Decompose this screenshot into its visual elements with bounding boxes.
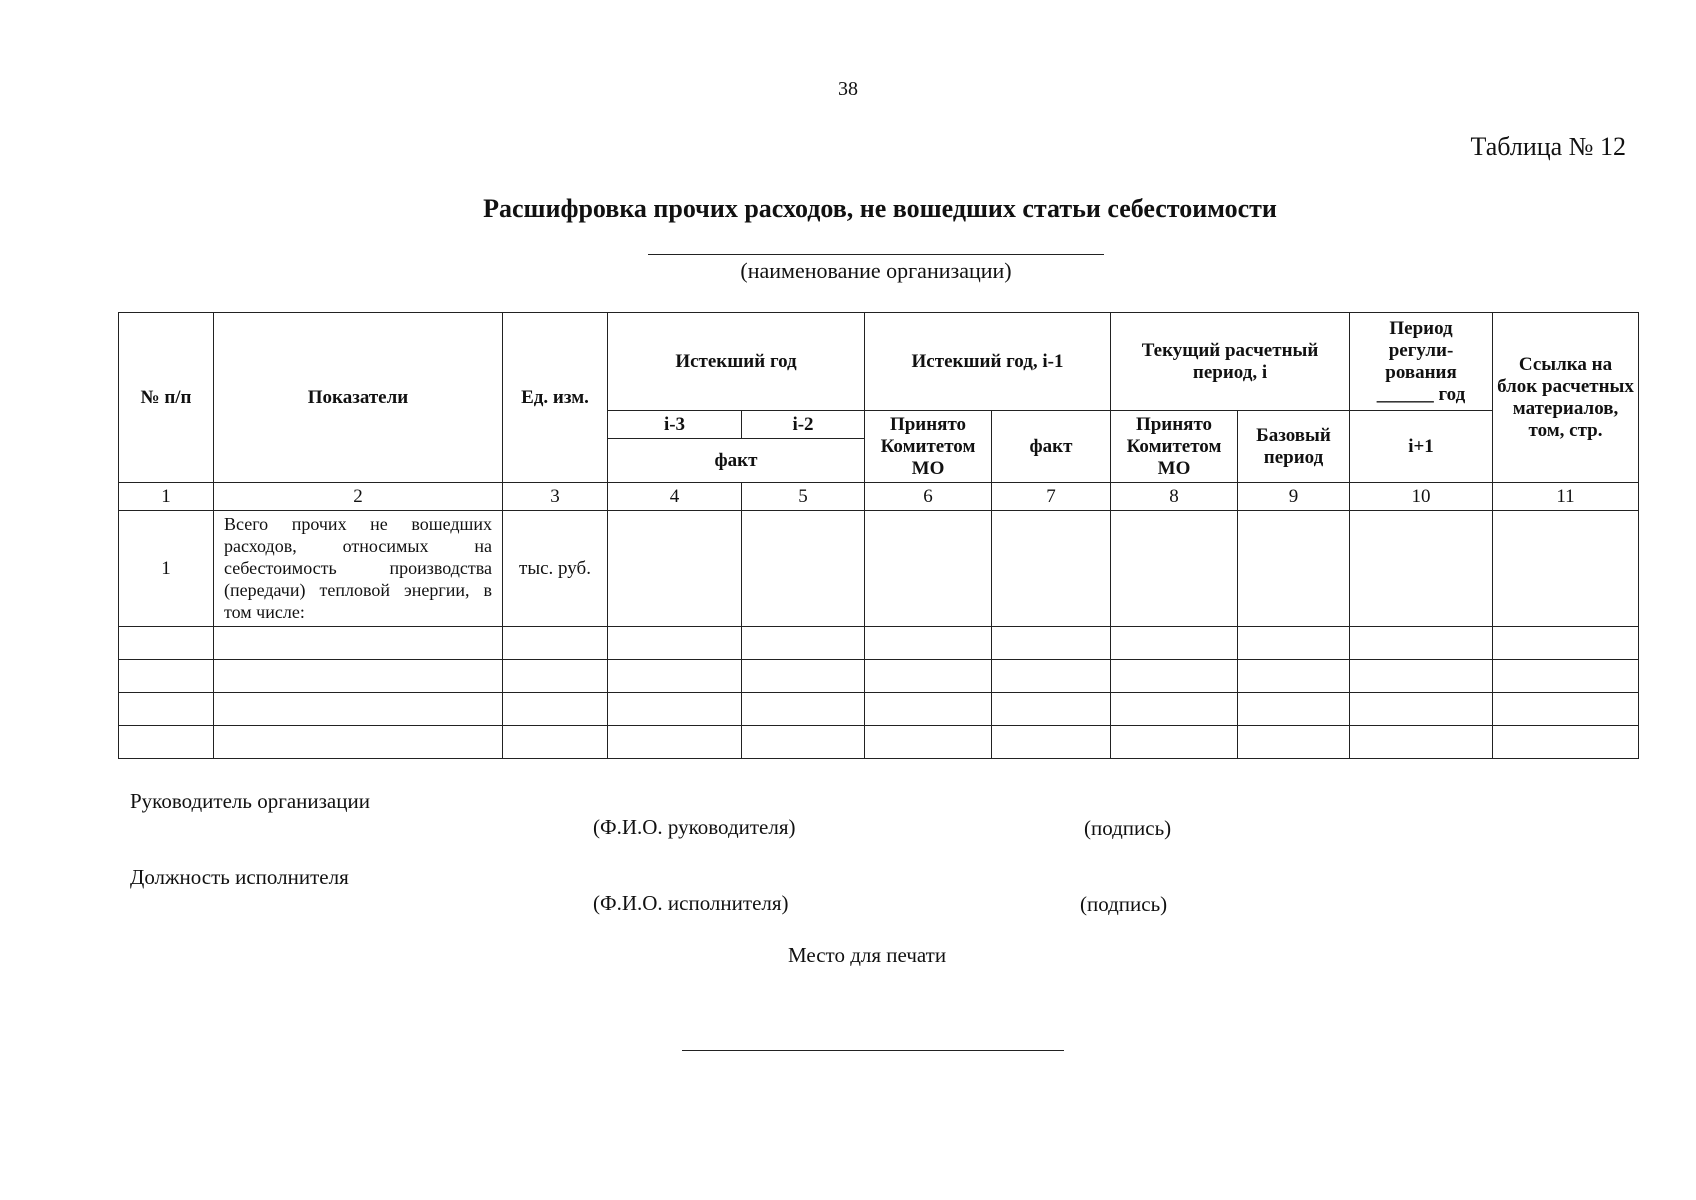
header-fact-prev: факт xyxy=(992,411,1111,483)
expenses-table xyxy=(118,312,1639,759)
column-number: 7 xyxy=(992,483,1111,511)
header-base-period: Базовый период xyxy=(1238,411,1350,483)
bottom-line xyxy=(682,1050,1064,1051)
column-number: 10 xyxy=(1350,483,1493,511)
row-num: 1 xyxy=(119,511,214,627)
header-i3: i-3 xyxy=(608,411,742,439)
header-regulation-period-line3: рования xyxy=(1385,361,1457,383)
row-unit: тыс. руб. xyxy=(503,511,608,627)
table-row-empty xyxy=(119,660,1639,693)
table-cell xyxy=(742,511,865,627)
header-past-year: Истекший год xyxy=(608,313,865,411)
head-name-caption: (Ф.И.О. руководителя) xyxy=(593,815,796,839)
header-regulation-period xyxy=(1350,313,1493,411)
table-row-empty xyxy=(119,726,1639,759)
row-indicator: Всего прочих не вошедших расходов, относимых на себестоимость производства (передачи) тепловой энергии, в том числе: xyxy=(214,511,503,627)
column-number: 8 xyxy=(1111,483,1238,511)
header-past-year-prev: Истекший год, i-1 xyxy=(865,313,1111,411)
table-cell xyxy=(1493,511,1639,627)
column-number: 11 xyxy=(1493,483,1639,511)
header-indicators: Показатели xyxy=(214,313,503,483)
header-num: № п/п xyxy=(119,313,214,483)
table-cell xyxy=(1238,511,1350,627)
head-signature-caption: (подпись) xyxy=(1084,816,1172,840)
page-number: 38 xyxy=(838,78,858,100)
header-reference: Ссылка на блок расчетных материалов, том, стр. xyxy=(1493,313,1639,483)
organization-name-caption: (наименование организации) xyxy=(740,258,1012,283)
table-cell xyxy=(608,511,742,627)
header-i-plus-1: i+1 xyxy=(1350,411,1493,483)
table-row-empty xyxy=(119,627,1639,660)
document-title: Расшифровка прочих расходов, не вошедших статьи себестоимости xyxy=(483,194,1277,223)
table-cell xyxy=(1350,511,1493,627)
table-cell xyxy=(1111,511,1238,627)
header-regulation-period-line4: ______ год xyxy=(1376,383,1466,405)
executor-label: Должность исполнителя xyxy=(130,865,349,889)
header-fact: факт xyxy=(608,439,865,483)
header-accepted-committee: Принято Комитетом МО xyxy=(865,411,992,483)
column-number: 6 xyxy=(865,483,992,511)
header-accepted-committee-current: Принято Комитетом МО xyxy=(1111,411,1238,483)
header-i2: i-2 xyxy=(742,411,865,439)
executor-signature-caption: (подпись) xyxy=(1080,892,1168,916)
column-number-row xyxy=(119,483,1639,511)
table-cell xyxy=(992,511,1111,627)
organization-name-line xyxy=(648,254,1104,255)
table-label: Таблица № 12 xyxy=(1470,132,1626,161)
stamp-place: Место для печати xyxy=(788,943,947,967)
column-number: 3 xyxy=(503,483,608,511)
column-number: 4 xyxy=(608,483,742,511)
header-regulation-period-line2: регули- xyxy=(1388,339,1454,361)
header-current-period: Текущий расчетный период, i xyxy=(1111,313,1350,411)
header-unit: Ед. изм. xyxy=(503,313,608,483)
table-cell xyxy=(865,511,992,627)
table-row-empty xyxy=(119,693,1639,726)
head-label: Руководитель организации xyxy=(130,789,370,813)
table-row xyxy=(119,511,1639,627)
column-number: 2 xyxy=(214,483,503,511)
column-number: 9 xyxy=(1238,483,1350,511)
header-regulation-period-line1: Период xyxy=(1389,317,1453,339)
column-number: 5 xyxy=(742,483,865,511)
executor-name-caption: (Ф.И.О. исполнителя) xyxy=(593,891,789,915)
column-number: 1 xyxy=(119,483,214,511)
